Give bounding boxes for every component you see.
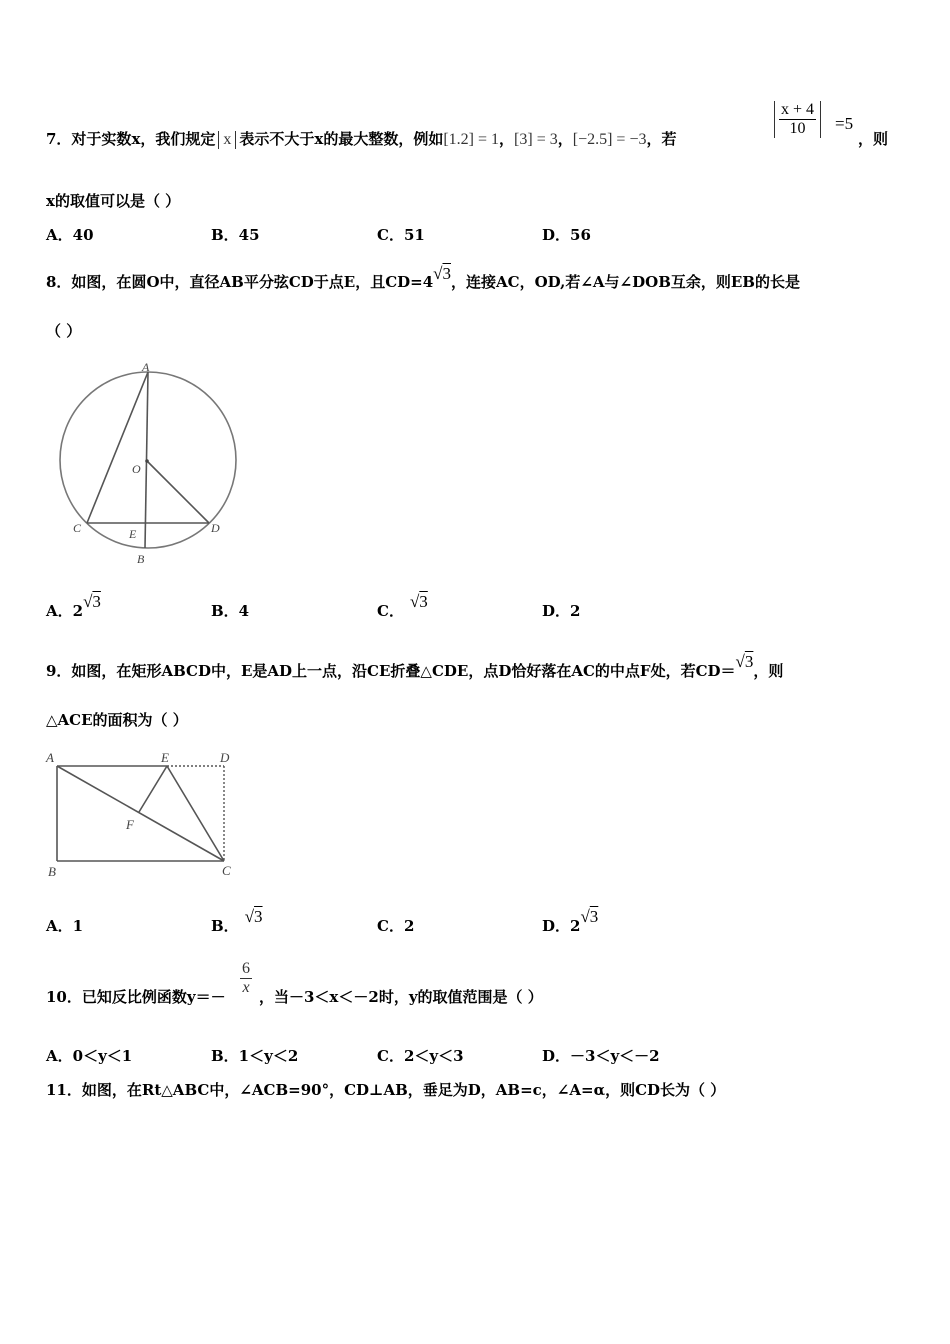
q9-option-b-sqrt: √3 <box>244 907 263 926</box>
q9-label-f: F <box>126 817 134 832</box>
q8-option-b: B．4 <box>211 602 250 620</box>
q8-label-e: E <box>129 527 137 541</box>
q7-mid: 表示不大于x的最大整数，例如 <box>239 130 444 148</box>
q8-label-d: D <box>211 521 220 535</box>
q7-fraction <box>779 101 816 138</box>
q8-paren: （ ） <box>46 322 82 340</box>
q7-eq5: =5 <box>835 114 854 133</box>
q9-label-e: E <box>161 750 169 765</box>
q9-option-a: A．1 <box>46 917 84 935</box>
q7-then: ，则 <box>858 130 889 148</box>
q9-option-b-label: B． <box>211 917 239 935</box>
q9-line-ef <box>139 766 167 812</box>
q8-label-c: C <box>73 521 82 535</box>
q10-frac-num: 6 <box>242 960 250 977</box>
q7-example-1: [1.2] = 1 <box>443 131 500 148</box>
q8-line1 <box>46 264 800 292</box>
q10-option-a: A．0＜y＜1 <box>46 1047 133 1065</box>
q10-fraction <box>240 960 252 997</box>
q10-frac-den: x <box>242 979 250 996</box>
q7-example-3: [−2.5] = −3 <box>572 131 647 148</box>
q8-option-a-label: A．2 <box>46 602 84 620</box>
q7-option-a: A．40 <box>46 226 94 244</box>
q9-option-d-sqrt: √3 <box>580 907 599 926</box>
q7-example-2: [3] = 3 <box>514 131 558 148</box>
q7-line2: x的取值可以是（ ） <box>46 192 181 210</box>
q10-line1 <box>46 986 226 1007</box>
q9-option-c: C．2 <box>377 917 415 935</box>
q8-sqrt: √3 <box>433 264 451 283</box>
q8-line-ac <box>87 372 148 523</box>
q8-option-d: D．2 <box>542 602 581 620</box>
q7-prefix: 7．对于实数x，我们规定 <box>46 130 216 148</box>
q7-line1 <box>46 128 677 149</box>
q7-floor-fraction <box>774 101 821 138</box>
q8-option-a-sqrt: √3 <box>83 592 101 611</box>
q9-option-b-rad: 3 <box>254 907 263 926</box>
q7-if: ，若 <box>646 130 677 148</box>
q9-label-c: C <box>222 863 231 878</box>
q8-label-o: O <box>132 462 141 476</box>
q11-text: 11．如图，在Rt△ABC中，∠ACB=90°，CD⊥AB，垂足为D，AB=c，∠A=α，则CD长为（ ） <box>46 1081 726 1099</box>
q9-label-b: B <box>48 864 56 879</box>
q9-line-ec <box>167 766 224 861</box>
q9-line1 <box>46 652 784 681</box>
q9-sqrt-rad: 3 <box>744 652 754 671</box>
q8-option-c-sqrt: √3 <box>409 592 428 611</box>
q9-line-ac <box>57 766 224 861</box>
q9-sqrt: √3 <box>735 652 754 671</box>
q9-option-d <box>542 907 599 936</box>
q7-floor-x: x <box>218 131 236 149</box>
q7-comma1: ， <box>499 130 515 148</box>
q8-option-c-label: C． <box>377 602 404 620</box>
q8-sqrt-rad: 3 <box>442 264 451 283</box>
q9-text2: ，则 <box>753 662 784 680</box>
q8-option-c-rad: 3 <box>419 592 428 611</box>
q8-circle-figure <box>55 360 265 570</box>
q9-text: 9．如图，在矩形ABCD中，E是AD上一点，沿CE折叠△CDE，点D恰好落在AC的中点F处，若CD＝ <box>46 662 736 680</box>
q7-frac-num: x + 4 <box>781 101 815 118</box>
q9-rectangle-figure <box>42 745 252 880</box>
q8-option-a-rad: 3 <box>92 592 101 611</box>
q8-center-dot <box>145 459 149 463</box>
q10-option-c: C．2＜y＜3 <box>377 1047 464 1065</box>
q7-comma2: ， <box>557 130 573 148</box>
q8-text: 8．如图，在圆O中，直径AB平分弦CD于点E，且CD=4 <box>46 273 434 291</box>
q9-label-a: A <box>46 750 54 765</box>
q8-line-od <box>147 461 209 523</box>
q7-frac-den: 10 <box>789 120 806 137</box>
q10-fraction-wrap <box>240 960 252 997</box>
q8-text2: ，连接AC，OD,若∠A与∠DOB互余，则EB的长是 <box>451 273 800 291</box>
q10-option-d: D．－3＜y＜－2 <box>542 1047 660 1065</box>
q9-option-d-rad: 3 <box>589 907 599 926</box>
q7-option-d: D．56 <box>542 226 591 244</box>
q8-option-a <box>46 592 101 621</box>
q10-option-b: B．1＜y＜2 <box>211 1047 299 1065</box>
q7-option-b: B．45 <box>211 226 260 244</box>
q9-line2: △ACE的面积为（ ） <box>46 711 188 729</box>
q7-option-c: C．51 <box>377 226 425 244</box>
q10-text: 10．已知反比例函数y＝－ <box>46 988 226 1006</box>
q9-label-d: D <box>220 750 230 765</box>
q8-label-a: A <box>142 360 150 374</box>
q10-text2: ，当－3＜x＜－2时，y的取值范围是（ ） <box>259 988 543 1006</box>
q8-label-b: B <box>137 552 145 566</box>
q9-option-b <box>211 907 263 936</box>
q9-option-d-label: D．2 <box>542 917 581 935</box>
q8-option-c <box>377 592 428 621</box>
